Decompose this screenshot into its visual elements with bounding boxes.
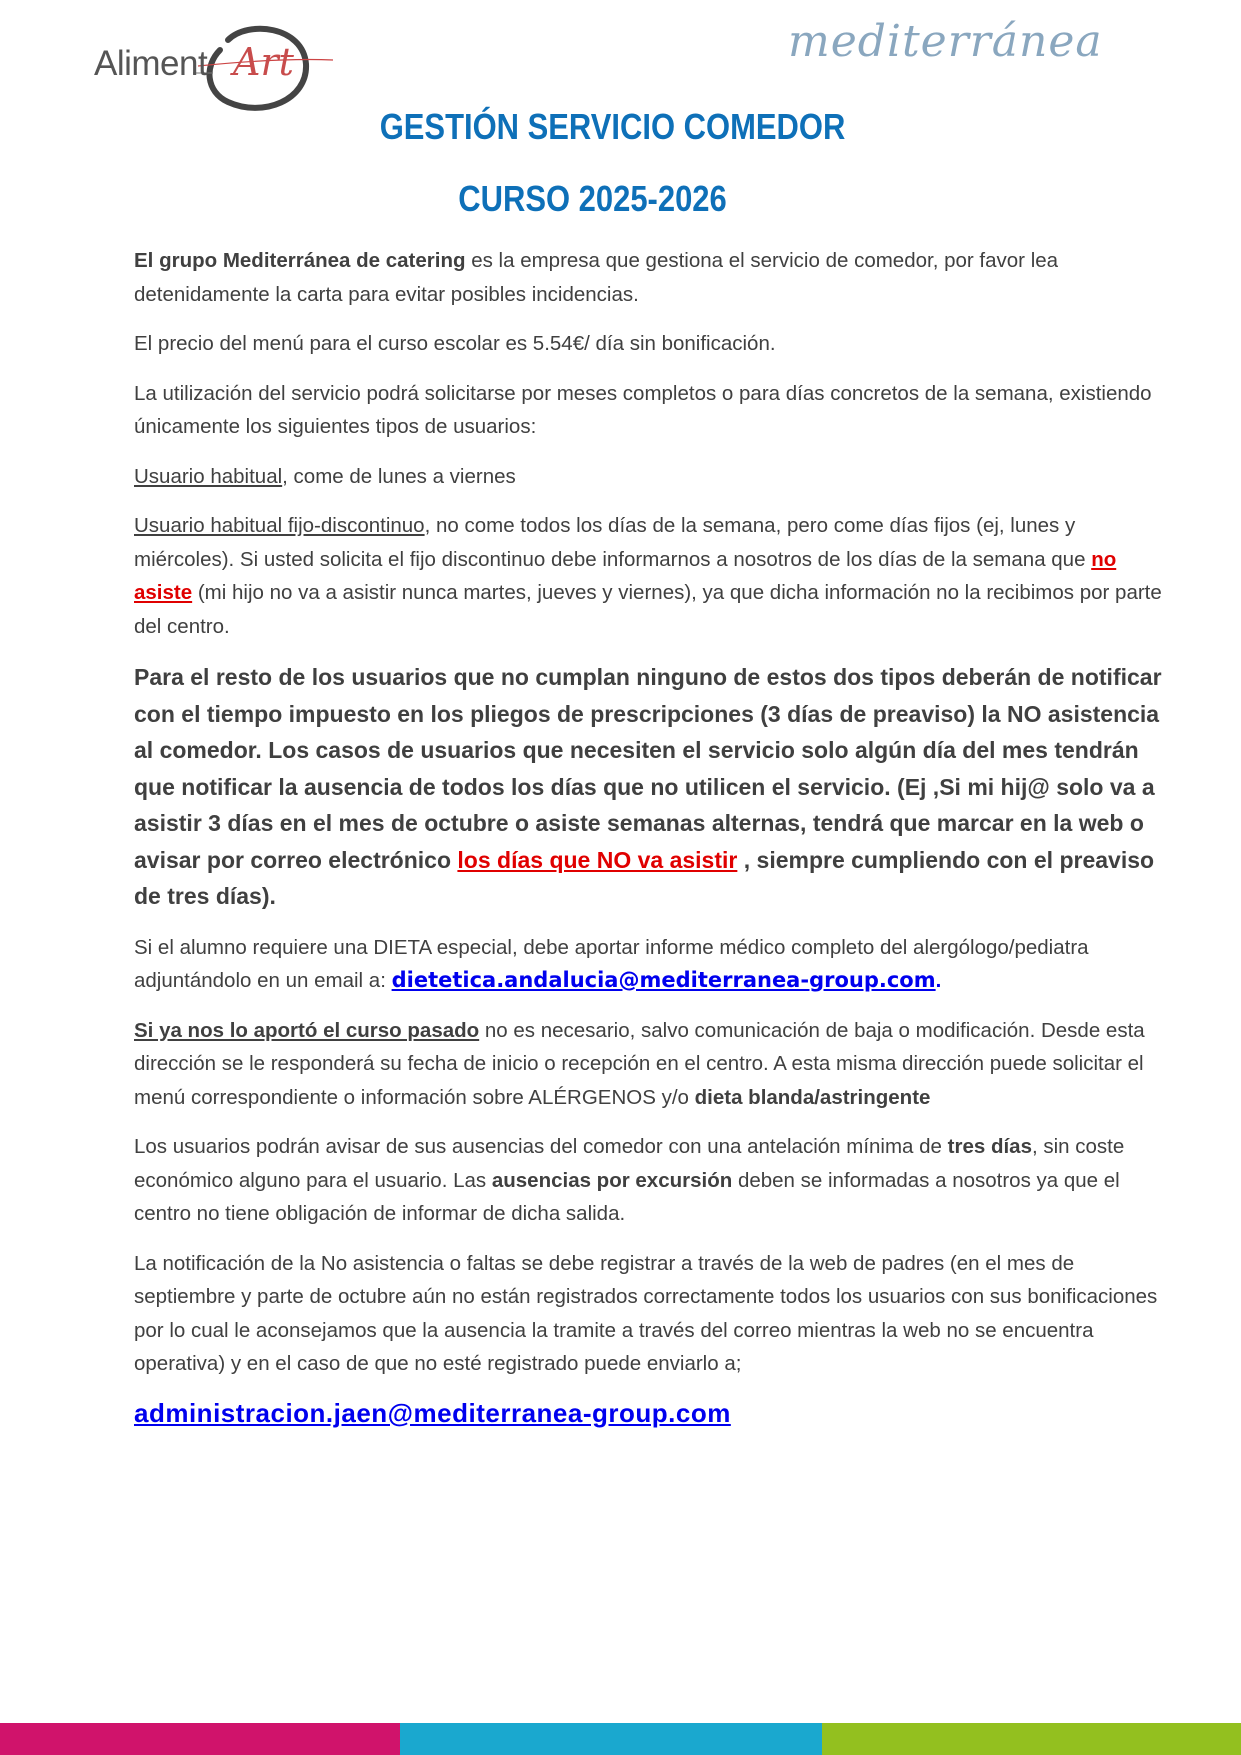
paragraph-usage: La utilización del servicio podrá solicitarse por meses completos o para días concretos de la semana, existiendo únicamente los siguientes tipos de usuarios: — [134, 381, 1152, 438]
discontinuous-user-label: Usuario habitual fijo-discontinuo — [134, 514, 425, 537]
paragraph-notification: La notificación de la No asistencia o faltas se debe registrar a través de la web de padres (en el mes de septiembre y parte de octubre aún no están registrados correctamente todos los usuarios con sus bonificaciones por lo cual le aconsejamos que la ausencia la tramite a través del correo mientras la web no se encuentra operativa) y en el caso de que no esté registrado puede enviarlo a; — [134, 1251, 1158, 1375]
paragraph-price: El precio del menú para el curso escolar es 5.54€/ día sin bonificación. — [134, 332, 776, 355]
paragraph-discontinuous-user: Usuario habitual fijo-discontinuo, no come todos los días de la semana, pero come días fijos (ej, lunes y miércoles). Si usted solicita el fijo discontinuo debe informarnos a nosotros de los días de la semana que no asiste (mi hijo no va a asistir nunca martes, jueves y viernes), ya que dicha información no la recibimos por parte del centro. — [134, 514, 1162, 638]
alimentart-logo-script: Art — [233, 40, 294, 84]
dietetica-email-link[interactable]: dietetica.andalucia@mediterranea-group.com — [391, 968, 936, 992]
paragraph-regular-user: Usuario habitual, come de lunes a viernes — [134, 464, 516, 488]
alimentart-logo — [88, 18, 338, 118]
mediterranea-logo: mediterránea — [788, 16, 1103, 67]
page-title: GESTIÓN SERVICIO COMEDOR — [379, 106, 846, 147]
regular-user-label: Usuario habitual — [134, 464, 283, 488]
dias-no-asistir-highlight: los días que NO va asistir — [457, 846, 738, 873]
alimentart-logo-text: Aliment — [94, 44, 208, 83]
course-title: CURSO 2025-2026 — [458, 178, 727, 219]
paragraph-intro: El grupo Mediterránea de catering es la empresa que gestiona el servicio de comedor, por favor lea detenidamente la carta para evitar posibles incidencias. — [134, 249, 1059, 306]
footer-color-band — [0, 1723, 1241, 1755]
previous-course-highlight: Si ya nos lo aportó el curso pasado — [134, 1018, 480, 1042]
company-name: El grupo Mediterránea de catering — [134, 249, 466, 272]
paragraph-diet: Si el alumno requiere una DIETA especial, debe aportar informe médico completo del alergólogo/pediatra adjuntándolo en un email a: dietetica.andalucia@mediterranea-group.com. — [134, 935, 1089, 992]
footer-band-cyan — [400, 1723, 822, 1755]
footer-band-green — [822, 1723, 1241, 1755]
letter-body — [134, 244, 1164, 1448]
paragraph-absences: Los usuarios podrán avisar de sus ausencias del comedor con una antelación mínima de tres días, sin coste económico alguno para el usuario. Las ausencias por excursión deben se informadas a nosotros ya que el centro no tiene obligación de informar de dicha salida. — [134, 1135, 1125, 1225]
paragraph-contact — [134, 1397, 1164, 1433]
paragraph-previous-course: Si ya nos lo aportó el curso pasado no es necesario, salvo comunicación de baja o modificación. Desde esta dirección se le responderá su fecha de inicio o recepción en el centro. A esta misma dirección puede solicitar el menú correspondiente o información sobre ALÉRGENOS y/o dieta blanda/astringente — [134, 1018, 1145, 1109]
administracion-email-link[interactable]: administracion.jaen@mediterranea-group.com — [134, 1397, 731, 1428]
paragraph-other-users: Para el resto de los usuarios que no cumplan ninguno de estos dos tipos deberán de notificar con el tiempo impuesto en los pliegos de prescripciones (3 días de preaviso) la NO asistencia al comedor. Los casos de usuarios que necesiten el servicio solo algún día del mes tendrán que notificar la ausencia de todos los días que no utilicen el servicio. (Ej ,Si mi hij@ solo va a asistir 3 días en el mes de octubre o asiste semanas alternas, tendrá que marcar en la web o avisar por correo electrónico los días que NO va asistir , siempre cumpliendo con el preaviso de tres días). — [134, 664, 1162, 909]
footer-band-magenta — [0, 1723, 400, 1755]
no-asiste-highlight: no asiste — [134, 547, 1117, 604]
